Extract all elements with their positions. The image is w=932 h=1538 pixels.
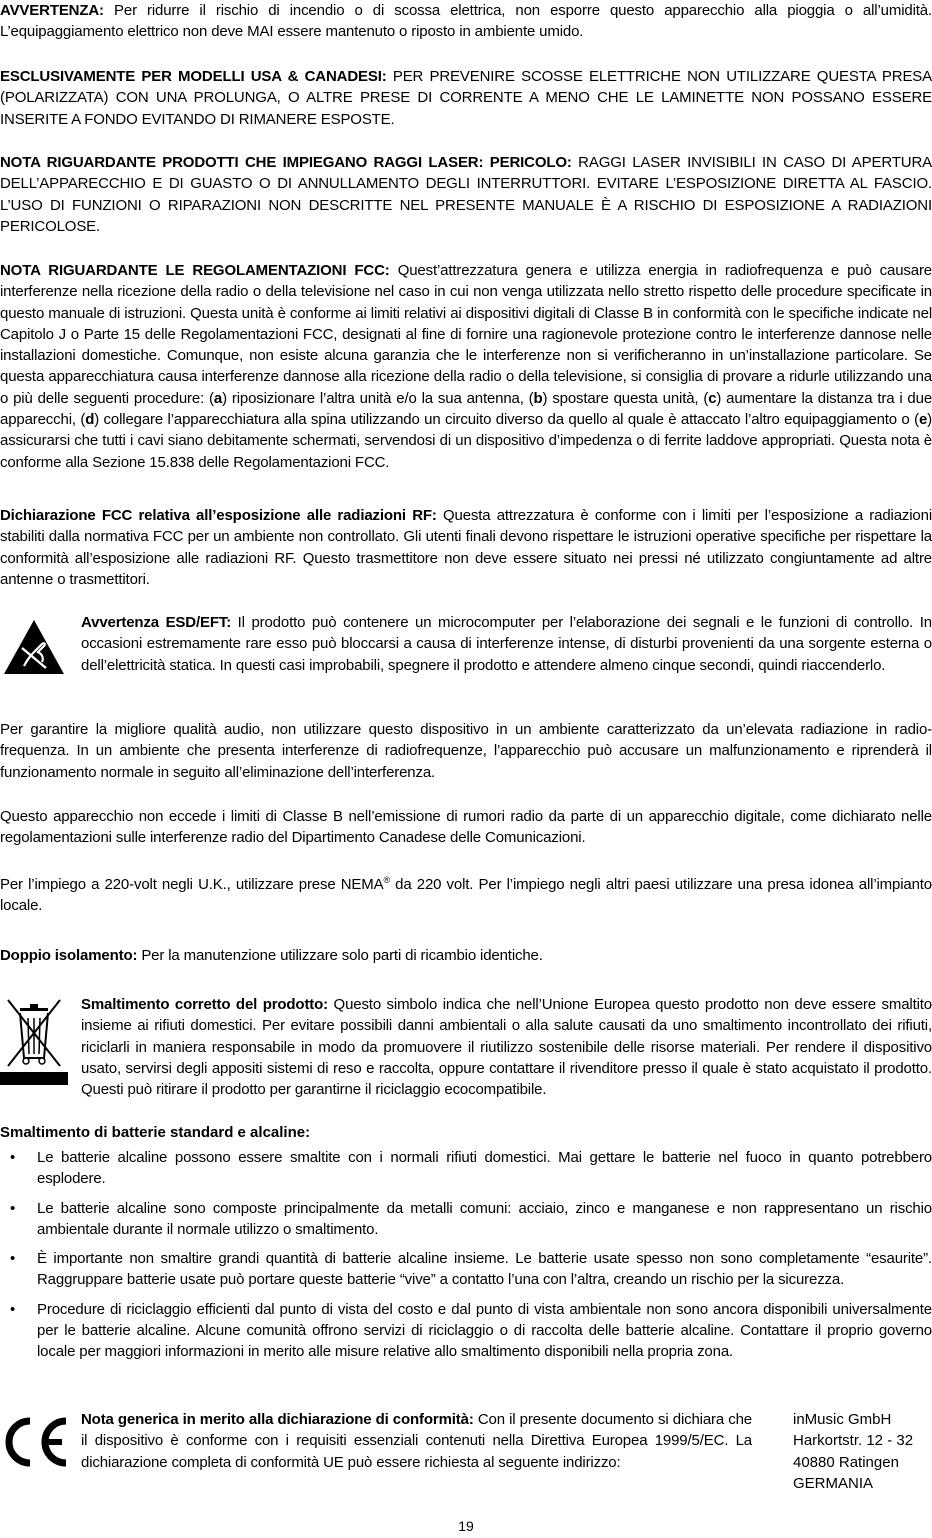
rf-exposure-paragraph: Dichiarazione FCC relativa all’esposizione alle radiazioni RF: Questa attrezzatura è conforme con i limiti per l’esposizione a radiazioni stabiliti dalla normativa FCC per un ambiente non controllato. Gli utenti finali devono rispettare le istruzioni operative specifiche per rispettare la conformità all’esposizione alle radiazioni RF. Questo trasmettitore non deve essere situato nei pressi né utilizzato congiuntamente ad altre antenne o trasmettitori. (0, 507, 932, 588)
page-number: 19 (458, 1518, 474, 1534)
address-line: 40880 Ratingen (793, 1453, 899, 1471)
batterie-heading: Smaltimento di batterie standard e alcaline: (0, 1124, 311, 1141)
classe-b-paragraph: Questo apparecchio non eccede i limiti di Classe B nell’emissione di rumori radio da parte di un apparecchio digitale, come dichiarato nelle regolamentazioni sulle interferenze radio del Dipartimento Canadese delle Comunicazioni. (0, 808, 932, 847)
uk-paragraph: Per l’impiego a 220-volt negli U.K., utilizzare prese NEMA® da 220 volt. Per l’impiego negli altri paesi utilizzare una presa idonea all’impianto locale. (0, 875, 932, 915)
list-item: • Procedure di riciclaggio efficienti dal punto di vista del costo e dal punto di vista ambientale non sono ancora disponibili universalmente per le batterie alcaline. Alcune comunità offrono servizi di riciclaggio o di raccolta delle batterie alcaline. Contattare il proprio governo locale per maggiori informazioni in merito alle misure relative allo smaltimento disponibili nella propria zona. (10, 1300, 932, 1361)
address-line: inMusic GmbH (793, 1411, 892, 1428)
ce-mark-icon (0, 1415, 70, 1469)
address-block (793, 1409, 913, 1494)
fcc-paragraph: NOTA RIGUARDANTE LE REGOLAMENTAZIONI FCC: Quest’attrezzatura genera e utilizza energia in radiofrequenza e può causare interferenze nella ricezione della radio o della televisione nel caso in cui non venga utilizzata nello stretto rispetto delle procedure specificate in questo manuale di istruzioni. Questa unità è conforme ai limiti relativi ai dispositivi digitali di Classe B in conformità con le specifiche indicate nel Capitolo J o Parte 15 delle Regolamentazioni FCC, designati al fine di fornire una ragionevole protezione contro le interferenze dannose nelle installazioni domestiche. Comunque, non esiste alcuna garanzia che le interferenze non si verificheranno in un’installazione particolare. Se questa apparecchiatura causa interferenze dannose alla ricezione della radio o della televisione, si consiglia di provare a ridurle utilizzando una o più delle seguenti procedure: (a) riposizionare l’altra unità e/o la sua antenna, (b) spostare questa unità, (c) aumentare la distanza tra i due apparecchi, (d) collegare l’apparecchiatura alla spina utilizzando un circuito diverso da quello al quale è attaccato l’altro equipaggiamento o (e) assicurarsi che tutti i cavi siano debitamente schermati, servendosi di un dispositivo d’impedenza o di ferrite laddove appropriati. Questa nota è conforme alla Sezione 15.838 delle Regolamentazioni FCC. (0, 262, 932, 471)
list-item: • Le batterie alcaline sono composte principalmente da metalli comuni: acciaio, zinco e manganese e non rappresentano un rischio ambientale durante il normale utilizzo o smaltimento. (10, 1199, 932, 1238)
usa-canada-paragraph: ESCLUSIVAMENTE PER MODELLI USA & CANADESI: PER PREVENIRE SCOSSE ELETTRICHE NON UTILIZZARE QUESTA PRESA (POLARIZZATA) CON UNA PROLUNGA, O ALTRE PRESE DI CORRENTE A MENO CHE LE LAMINETTE NON POSSANO ESSERE INSERITE A FONDO EVITANDO DI RIMANERE ESPOSTE. (0, 68, 932, 128)
laser-paragraph: NOTA RIGUARDANTE PRODOTTI CHE IMPIEGANO RAGGI LASER: PERICOLO: RAGGI LASER INVISIBILI IN CASO DI APERTURA DELL’APPARECCHIO E DI GUASTO O DI ANNULLAMENTO DEGLI INTERRUTTORI. EVITARE L’ESPOSIZIONE DIRETTA AL FASCIO. L’USO DI FUNZIONI O RIPARAZIONI NON DESCRITTE NEL PRESENTE MANUALE È A RISCHIO DI ESPOSIZIONE A RADIAZIONI PERICOLOSE. (0, 154, 932, 235)
address-line: Harkortstr. 12 - 32 (793, 1432, 914, 1450)
list-item: • Le batterie alcaline possono essere smaltite con i normali rifiuti domestici. Mai gettare le batterie nel fuoco in quanto potrebbero esplodere. (10, 1149, 932, 1188)
avvertenza-paragraph: AVVERTENZA: Per ridurre il rischio di incendio o di scossa elettrica, non esporre questo apparecchio alla pioggia o all’umidità. L’equipaggiamento elettrico non deve MAI essere mantenuto o riposto in ambiente umido. (0, 2, 932, 41)
weee-bin-icon (0, 996, 68, 1086)
audio-quality-paragraph: Per garantire la migliore qualità audio, non utilizzare questo dispositivo in un ambiente caratterizzato da un’elevata radiazione in radio-frequenza. In un ambiente che presenta interferenze di radiofrequenze, l’apparecchio può accusare un malfunzionamento e riprenderà il funzionamento normale in seguito all’eliminazione dell’interferenza. (0, 721, 932, 781)
smaltimento-block (0, 994, 932, 1104)
esd-block (0, 612, 932, 702)
conformita-paragraph: Nota generica in merito alla dichiarazione di conformità: Con il presente documento si dichiara che il dispositivo è conforme con i requisiti essenziali contenuti nella Direttiva Europea 1999/5/EC. La dichiarazione completa di conformità UE può essere richiesta al seguente indirizzo: (81, 1411, 752, 1471)
doppio-isolamento-paragraph: Doppio isolamento: Per la manutenzione utilizzare solo parti di ricambio identiche. (0, 947, 543, 964)
smaltimento-paragraph: Smaltimento corretto del prodotto: Questo simbolo indica che nell’Unione Europea questo prodotto non deve essere smaltito insieme ai rifiuti domestici. Per evitare possibili danni ambientali o alla salute causati da uno smaltimento incontrollato dei rifiuti, riciclarli in maniera responsabile in modo da promuovere il riutilizzo sostenibile delle risorse materiali. Per rendere il dispositivo usato, servirsi degli appositi sistemi di reso e raccolta, oppure contattare il rivenditore presso il quale è stato acquistato il prodotto. Questi può ritirare il prodotto per garantirne il riciclaggio ecocompatibile. (81, 996, 932, 1099)
list-item: • È importante non smaltire grandi quantità di batterie alcaline insieme. Le batterie usate spesso non sono completamente “esaurite”. Raggruppare batterie usate può portare queste batterie “vive” a contatto l’una con l’altra, creando un rischio per la sicurezza. (10, 1250, 932, 1289)
esd-paragraph: Avvertenza ESD/EFT: Il prodotto può contenere un microcomputer per l’elaborazione dei segnali e le funzioni di controllo. In occasioni estremamente rare esso può bloccarsi a causa di interferenze intense, di disturbi provenienti da una sorgente esterna o dell’elettricità statica. In questi casi improbabili, spegnere il prodotto e attendere almeno cinque secondi, quindi riaccenderlo. (81, 614, 932, 674)
batterie-list (0, 1147, 932, 1371)
esd-warning-icon (2, 618, 66, 678)
address-line: GERMANIA (793, 1474, 874, 1492)
